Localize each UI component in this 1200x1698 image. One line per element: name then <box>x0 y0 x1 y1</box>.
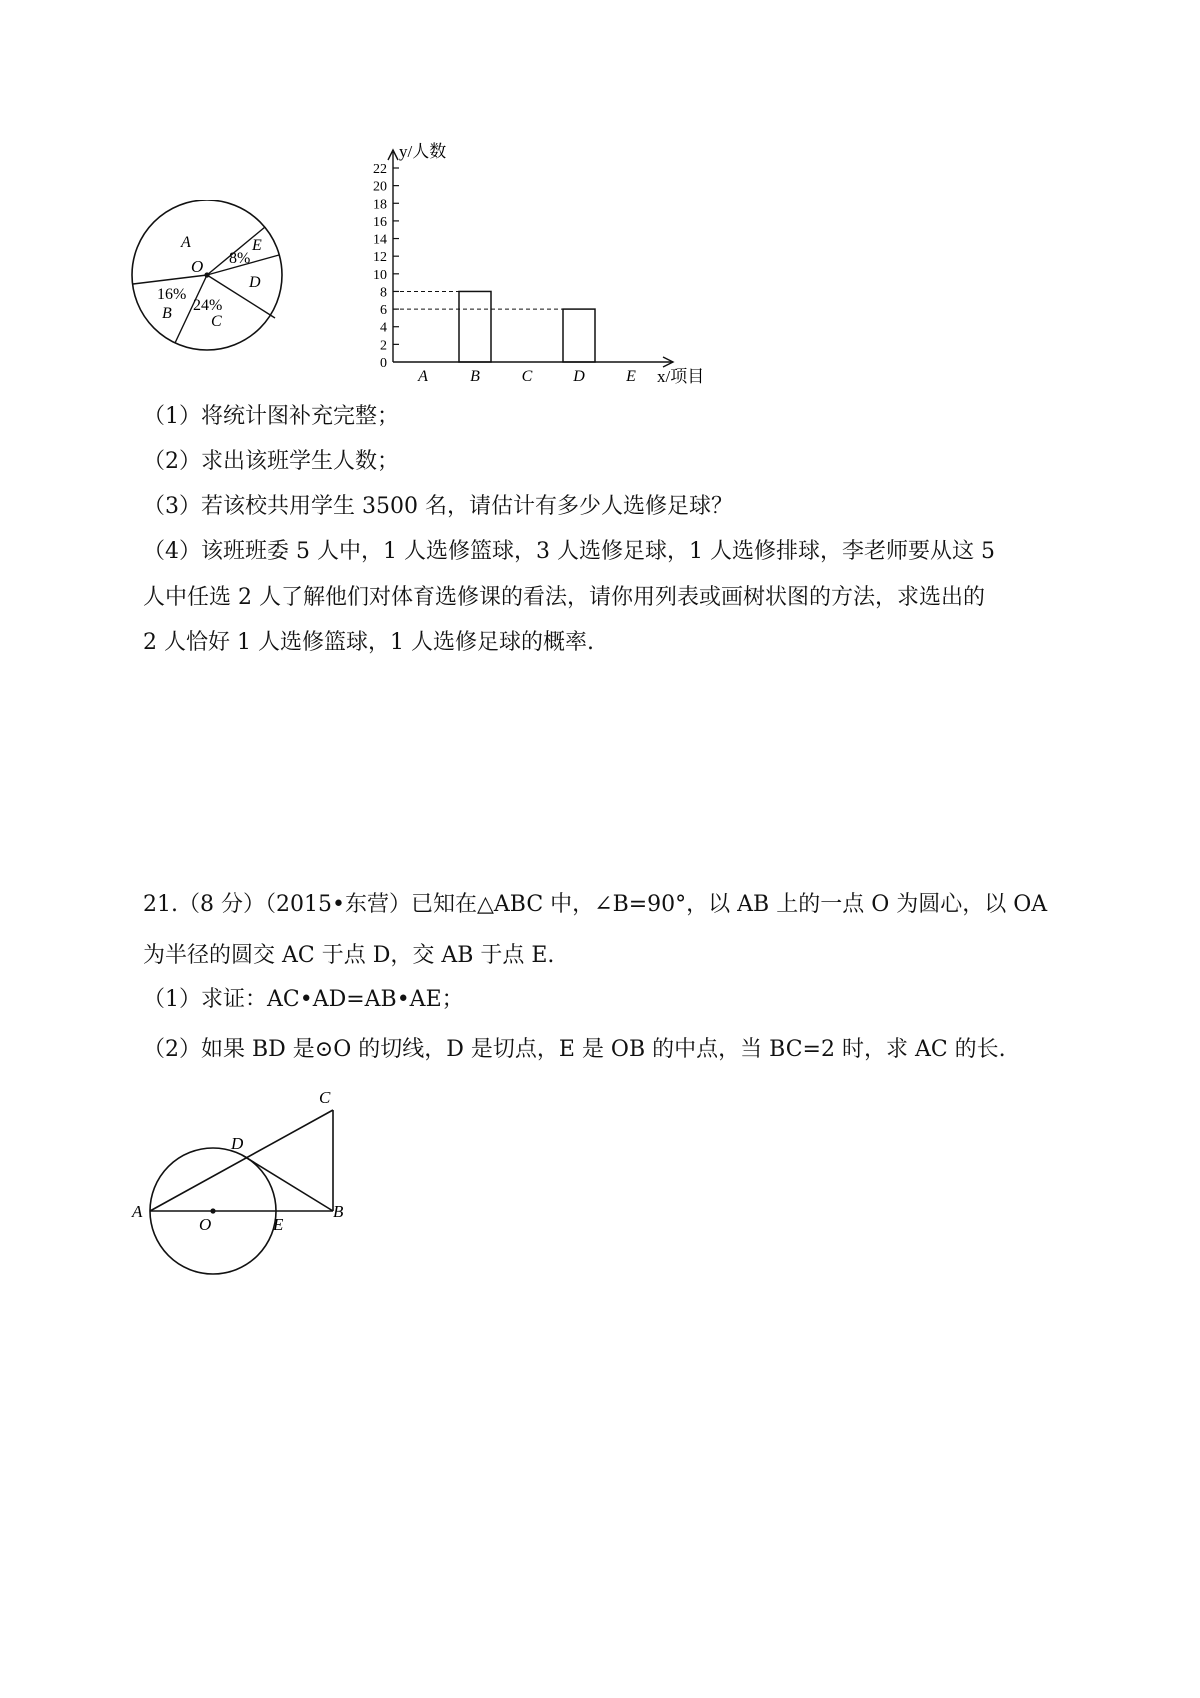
pie-percent-B: 16% <box>157 286 187 303</box>
y-tick-label: 2 <box>380 338 387 354</box>
pie-label-D: D <box>249 274 261 291</box>
label-B: B <box>333 1202 344 1221</box>
y-axis-label: y/人数 <box>399 142 447 161</box>
q21-stem: 21.（8 分）（2015•东营）已知在△ABC 中，∠B=90°，以 AB 上的一点 O 为圆心，以 OA <box>143 892 1048 917</box>
q20-item-4-end: 2 人恰好 1 人选修篮球，1 人选修足球的概率. <box>143 630 594 655</box>
y-tick-label: 22 <box>373 162 387 177</box>
q20-item-4: （4）该班班委 5 人中，1 人选修篮球，3 人选修足球，1 人选修排球，李老师要从这 5 <box>143 539 995 564</box>
pie-spoke <box>133 275 207 284</box>
y-tick-label: 10 <box>373 267 387 283</box>
segment-AC <box>150 1110 333 1211</box>
q21-stem-cont: 为半径的圆交 AC 于点 D，交 AB 于点 E. <box>143 943 555 968</box>
q20-item-2: （2）求出该班学生人数； <box>143 449 399 474</box>
x-tick-label: E <box>626 368 636 385</box>
x-tick-label: C <box>521 368 533 385</box>
pie-center-label: O <box>191 257 204 276</box>
label-D: D <box>231 1134 244 1153</box>
x-tick-label: B <box>470 368 480 385</box>
y-tick-label: 6 <box>380 303 387 319</box>
label-A: A <box>132 1202 143 1221</box>
pie-label-A: A <box>181 234 191 251</box>
y-tick-label: 18 <box>373 197 387 213</box>
y-tick-label: 14 <box>373 232 387 248</box>
q21-part-1: （1）求证：AC•AD=AB•AE； <box>143 987 464 1012</box>
x-axis-label: x/项目 <box>657 367 705 386</box>
y-tick-label: 16 <box>373 214 387 230</box>
q21-part-2: （2）如果 BD 是⊙O 的切线，D 是切点，E 是 OB 的中点，当 BC=2 时，求 AC 的长. <box>143 1037 1006 1062</box>
y-tick-label: 4 <box>380 320 387 336</box>
label-C: C <box>319 1088 331 1107</box>
bar <box>563 309 595 362</box>
q20-item-3: （3）若该校共用学生 3500 名，请估计有多少人选修足球？ <box>143 494 733 519</box>
q20-item-4-cont: 人中任选 2 人了解他们对体育选修课的看法，请你用列表或画树状图的方法，求选出的 <box>143 585 985 610</box>
pie-label-C: C <box>211 313 222 330</box>
x-tick-label: A <box>418 368 428 385</box>
y-tick-label: 20 <box>373 179 387 195</box>
pie-center-dot <box>204 272 209 277</box>
y-tick-label: 8 <box>380 285 387 301</box>
segment-DB <box>242 1155 333 1211</box>
geometry-figure <box>125 1080 365 1280</box>
point-O-dot <box>210 1208 215 1213</box>
label-O: O <box>199 1215 212 1234</box>
bar-chart <box>355 138 735 398</box>
pie-chart <box>125 200 305 380</box>
y-tick-label: 0 <box>380 356 387 371</box>
y-tick-label: 12 <box>373 250 387 266</box>
pie-label-B: B <box>162 305 172 322</box>
pie-label-E: E <box>252 237 262 254</box>
x-tick-label: D <box>573 368 585 385</box>
q20-item-1: （1）将统计图补充完整； <box>143 404 399 429</box>
label-E: E <box>273 1215 284 1234</box>
pie-percent-C: 24% <box>193 297 223 314</box>
pie-percent-E: 8% <box>229 250 251 267</box>
bar <box>459 291 491 362</box>
